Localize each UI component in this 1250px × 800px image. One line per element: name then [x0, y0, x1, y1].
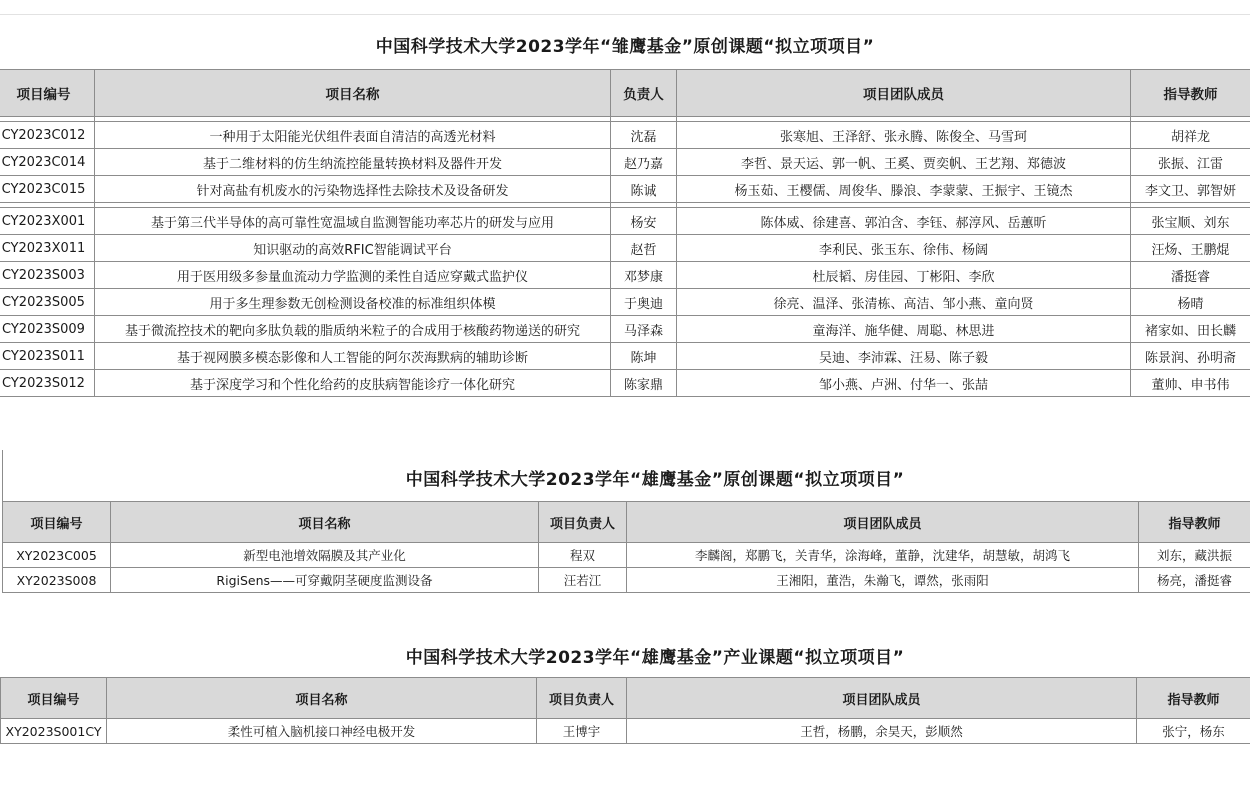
table-header-row — [0, 70, 1250, 117]
cell-members: 吴迪、李沛霖、汪易、陈子毅 — [677, 343, 1131, 370]
cell-id: CY2023C015 — [0, 176, 95, 203]
cell-leader: 赵乃嘉 — [611, 149, 677, 176]
cell-leader: 汪若江 — [539, 568, 627, 593]
cell-id: XY2023S008 — [3, 568, 111, 593]
table-row — [1, 719, 1250, 744]
cell-name: 柔性可植入脑机接口神经电极开发 — [107, 719, 537, 744]
section-3-title: 中国科学技术大学2023学年“雄鹰基金”产业课题“拟立项项目” — [405, 648, 905, 668]
table-row — [0, 370, 1250, 397]
cell-members: 徐亮、温泽、张清栋、高洁、邹小燕、童向贤 — [677, 289, 1131, 316]
cell-leader: 陈诚 — [611, 176, 677, 203]
cell-members: 李麟阁，郑鹏飞，关青华，涂海峰，董静，沈建华，胡慧敏，胡鸿飞 — [627, 543, 1139, 568]
header-id: 项目编号 — [3, 502, 111, 543]
section-1-title: 中国科学技术大学2023学年“雏鹰基金”原创课题“拟立项项目” — [375, 37, 875, 57]
cell-members: 杨玉茹、王樱儒、周俊华、滕浪、李蒙蒙、王振宇、王镜杰 — [677, 176, 1131, 203]
cell-id: CY2023C012 — [0, 122, 95, 149]
header-id: 项目编号 — [1, 678, 107, 719]
cell-advisor: 陈景润、孙明斋 — [1131, 343, 1250, 370]
table-row — [0, 262, 1250, 289]
cell-advisor: 褚家如、田长麟 — [1131, 316, 1250, 343]
table-row — [3, 568, 1250, 593]
cell-advisor: 潘挺睿 — [1131, 262, 1250, 289]
cell-members: 杜辰韬、房佳园、丁彬阳、李欣 — [677, 262, 1131, 289]
cell-leader: 杨安 — [611, 208, 677, 235]
cell-members: 陈体威、徐建喜、郭泊含、李钰、郝淳风、岳蕙昕 — [677, 208, 1131, 235]
cell-leader: 沈磊 — [611, 122, 677, 149]
table-row — [0, 149, 1250, 176]
cell-leader: 马泽森 — [611, 316, 677, 343]
cell-members: 张寒旭、王泽舒、张永腾、陈俊全、马雪珂 — [677, 122, 1131, 149]
cell-advisor: 张振、江雷 — [1131, 149, 1250, 176]
table-row — [0, 289, 1250, 316]
cell-name: RigiSens——可穿戴阴茎硬度监测设备 — [111, 568, 539, 593]
cell-id: XY2023C005 — [3, 543, 111, 568]
header-members: 项目团队成员 — [677, 70, 1131, 117]
header-leader: 项目负责人 — [537, 678, 627, 719]
top-divider — [0, 14, 1250, 15]
header-members: 项目团队成员 — [627, 678, 1137, 719]
cell-members: 王哲，杨鹏，余昊天，彭顺然 — [627, 719, 1137, 744]
cell-name: 基于第三代半导体的高可靠性宽温域自监测智能功率芯片的研发与应用 — [95, 208, 611, 235]
cell-name: 基于视网膜多模态影像和人工智能的阿尔茨海默病的辅助诊断 — [95, 343, 611, 370]
cell-name: 用于多生理参数无创检测设备校准的标准组织体模 — [95, 289, 611, 316]
cell-advisor: 董帅、申书伟 — [1131, 370, 1250, 397]
cell-advisor: 刘东，藏洪振 — [1139, 543, 1250, 568]
table-row — [0, 208, 1250, 235]
table-row — [0, 343, 1250, 370]
cell-advisor: 李文卫、郭智妍 — [1131, 176, 1250, 203]
table-row — [0, 122, 1250, 149]
cell-id: CY2023S003 — [0, 262, 95, 289]
cell-members: 童海洋、施华健、周聪、林思进 — [677, 316, 1131, 343]
cell-advisor: 胡祥龙 — [1131, 122, 1250, 149]
section-3-table — [0, 677, 1250, 744]
cell-id: XY2023S001CY — [1, 719, 107, 744]
header-advisor: 指导教师 — [1131, 70, 1250, 117]
cell-name: 基于深度学习和个性化给药的皮肤病智能诊疗一体化研究 — [95, 370, 611, 397]
cell-leader: 陈坤 — [611, 343, 677, 370]
section-2-left-border — [2, 450, 3, 502]
header-leader: 项目负责人 — [539, 502, 627, 543]
cell-members: 邹小燕、卢洲、付华一、张喆 — [677, 370, 1131, 397]
header-members: 项目团队成员 — [627, 502, 1139, 543]
cell-id: CY2023S005 — [0, 289, 95, 316]
cell-id: CY2023C014 — [0, 149, 95, 176]
cell-name: 基于微流控技术的靶向多肽负载的脂质纳米粒子的合成用于核酸药物递送的研究 — [95, 316, 611, 343]
cell-id: CY2023S011 — [0, 343, 95, 370]
cell-members: 李利民、张玉东、徐伟、杨阔 — [677, 235, 1131, 262]
cell-leader: 邓梦康 — [611, 262, 677, 289]
cell-name: 针对高盐有机废水的污染物选择性去除技术及设备研发 — [95, 176, 611, 203]
header-advisor: 指导教师 — [1137, 678, 1250, 719]
cell-name: 知识驱动的高效RFIC智能调试平台 — [95, 235, 611, 262]
cell-leader: 于奥迪 — [611, 289, 677, 316]
cell-leader: 赵哲 — [611, 235, 677, 262]
cell-name: 用于医用级多参量血流动力学监测的柔性自适应穿戴式监护仪 — [95, 262, 611, 289]
section-2-table — [2, 501, 1250, 593]
cell-id: CY2023S009 — [0, 316, 95, 343]
cell-leader: 王博宇 — [537, 719, 627, 744]
table-row — [3, 543, 1250, 568]
section-1-table — [0, 69, 1250, 397]
table-row — [0, 176, 1250, 203]
cell-name: 新型电池增效隔膜及其产业化 — [111, 543, 539, 568]
cell-name: 基于二维材料的仿生纳流控能量转换材料及器件开发 — [95, 149, 611, 176]
cell-leader: 程双 — [539, 543, 627, 568]
cell-advisor: 杨亮，潘挺睿 — [1139, 568, 1250, 593]
table-header-row — [3, 502, 1250, 543]
table-header-row — [1, 678, 1250, 719]
cell-advisor: 汪炀、王鹏焜 — [1131, 235, 1250, 262]
cell-advisor: 张宝顺、刘东 — [1131, 208, 1250, 235]
cell-members: 王湘阳，董浩，朱瀚飞，谭然，张雨阳 — [627, 568, 1139, 593]
header-advisor: 指导教师 — [1139, 502, 1250, 543]
cell-leader: 陈家鼎 — [611, 370, 677, 397]
cell-advisor: 杨晴 — [1131, 289, 1250, 316]
cell-members: 李哲、景天运、郭一帆、王奚、贾奕帆、王艺翔、郑德波 — [677, 149, 1131, 176]
cell-id: CY2023X011 — [0, 235, 95, 262]
header-name: 项目名称 — [111, 502, 539, 543]
header-name: 项目名称 — [95, 70, 611, 117]
table-row — [0, 235, 1250, 262]
cell-advisor: 张宁，杨东 — [1137, 719, 1250, 744]
cell-name: 一种用于太阳能光伏组件表面自清洁的高透光材料 — [95, 122, 611, 149]
table-row — [0, 316, 1250, 343]
header-id: 项目编号 — [0, 70, 95, 117]
cell-id: CY2023S012 — [0, 370, 95, 397]
section-2-title: 中国科学技术大学2023学年“雄鹰基金”原创课题“拟立项项目” — [405, 470, 905, 490]
header-name: 项目名称 — [107, 678, 537, 719]
cell-id: CY2023X001 — [0, 208, 95, 235]
header-leader: 负责人 — [611, 70, 677, 117]
